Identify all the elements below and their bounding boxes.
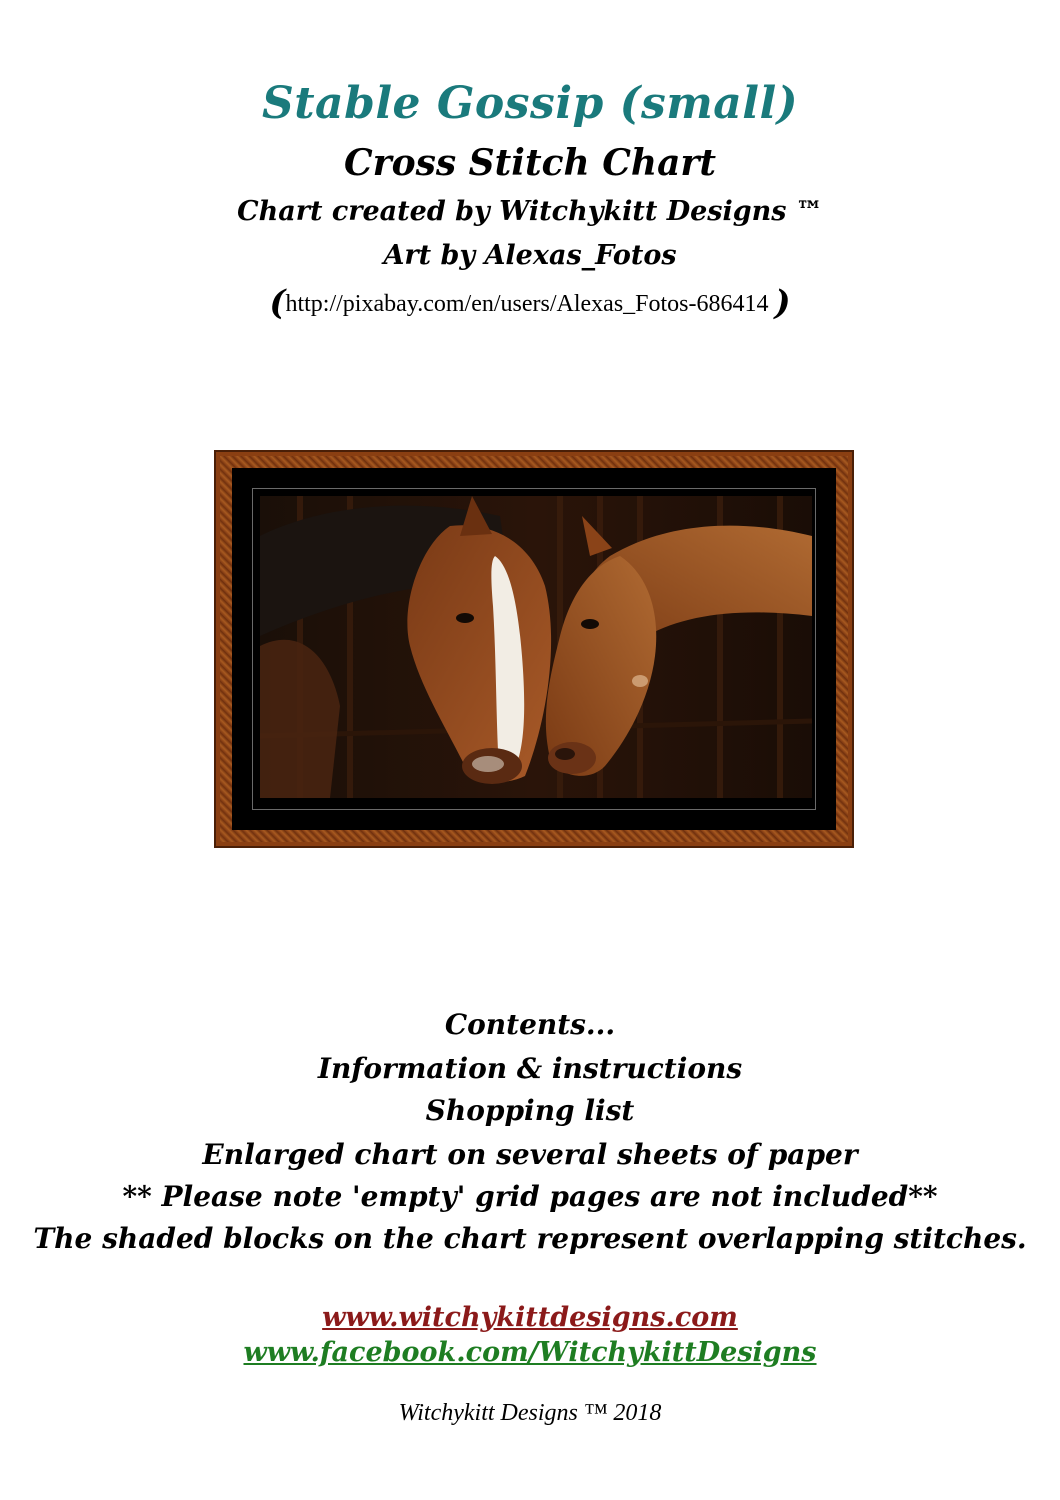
artist-url[interactable]: http://pixabay.com/en/users/Alexas_Fotos-686414 [285,291,769,317]
contents-note: ** Please note 'empty' grid pages are not included** [122,1180,938,1213]
contents-note: The shaded blocks on the chart represent overlapping stitches. [33,1222,1027,1255]
copyright-footer: Witchykitt Designs ™ 2018 [398,1400,662,1426]
art-credit: Art by Alexas_Fotos [383,240,677,271]
open-paren: ( [269,283,286,323]
chart-credit: Chart created by Witchykitt Designs ™ [237,196,823,227]
contents-item: Information & instructions [317,1052,743,1085]
contents-item: Shopping list [425,1094,635,1127]
close-paren: ) [774,283,791,323]
framed-preview-image [214,450,854,848]
facebook-link[interactable]: www.facebook.com/WitchykittDesigns [243,1337,817,1368]
chart-subtitle: Cross Stitch Chart [343,142,716,184]
website-link[interactable]: www.witchykittdesigns.com [322,1302,738,1333]
artist-url-line [0,283,1060,323]
horses-artwork [260,496,812,798]
chart-title: Stable Gossip (small) [261,78,799,129]
contents-item: Enlarged chart on several sheets of paper [202,1138,858,1171]
black-mat [232,468,836,830]
contents-heading: Contents... [444,1008,616,1041]
